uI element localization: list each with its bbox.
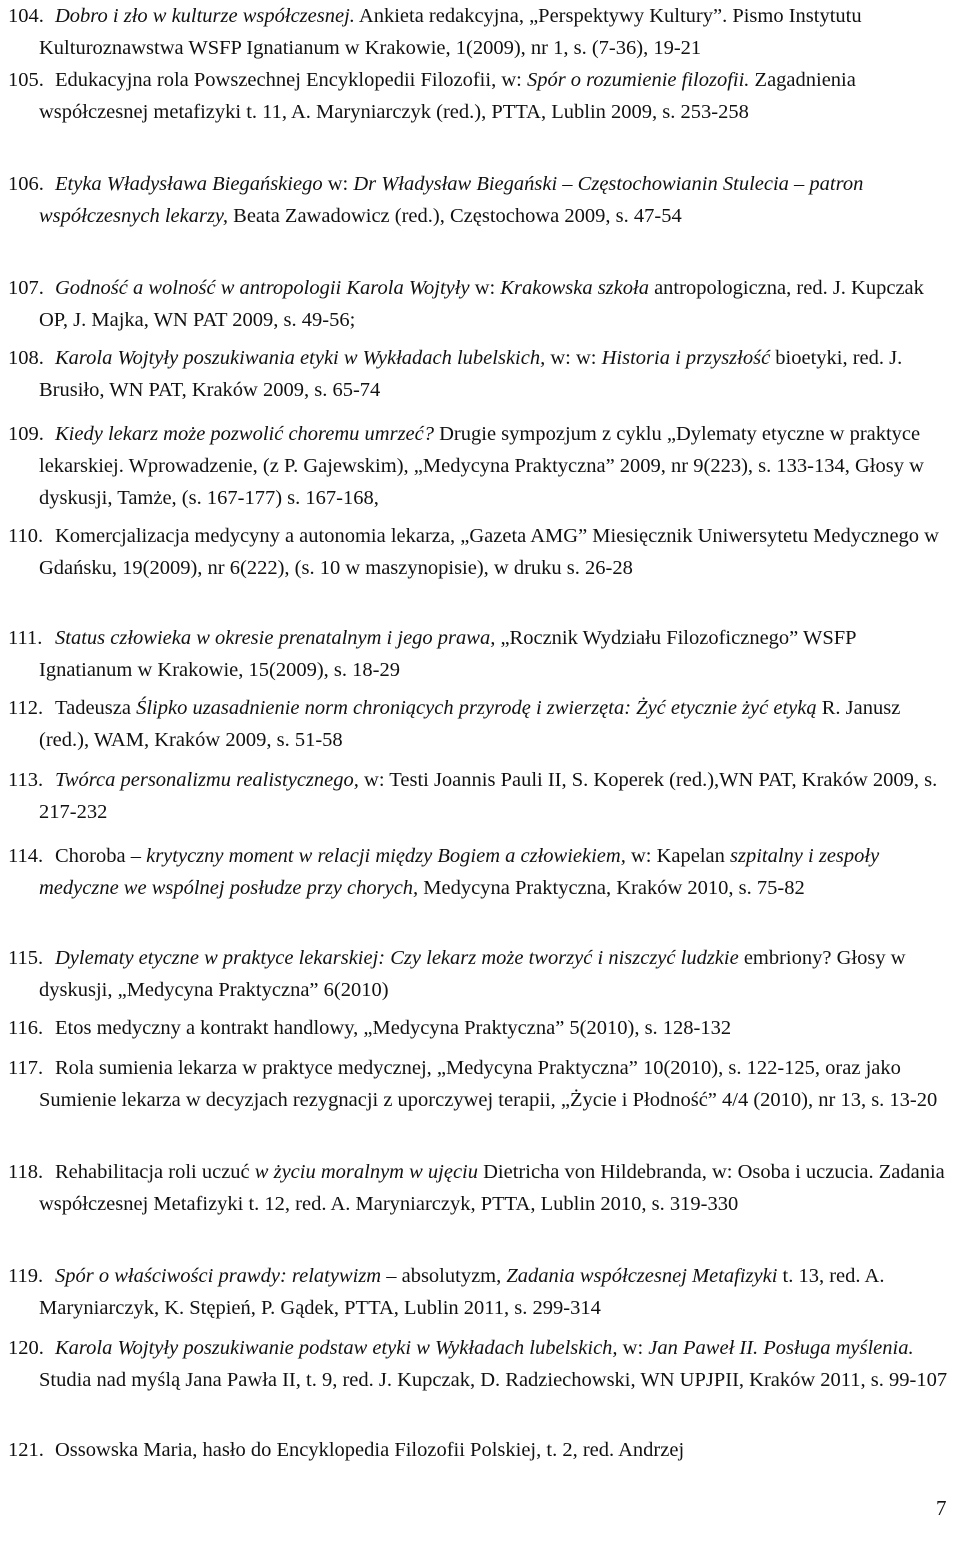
bibliography-entry [0,0,950,64]
bibliography-entry [0,622,950,686]
entry-number: 110. [8,525,44,547]
entry-text [39,840,950,904]
entry-text-part: Studia nad myślą Jana Pawła II, t. 9, red. J. Kupczak, D. Radziechowski, WN UPJPII, Kraków 2011, s. 99-107 [39,1369,948,1391]
entry-number: 106. [8,173,44,195]
bibliography-entry [0,1260,950,1324]
entry-number: 119. [8,1265,44,1287]
entry-title-italic: Dobro i zło w kulturze współczesnej. [55,5,355,27]
bibliography-entry [0,1434,950,1466]
entry-title-italic: Godność a wolność w antropologii Karola Wojtyły [55,277,470,299]
bibliography-entry [0,1332,950,1396]
entry-number: 116. [8,1017,44,1039]
entry-text [39,64,950,128]
bibliography-entry [0,692,950,756]
page-number: 7 [936,1496,947,1520]
entry-title-italic: Karola Wojtyły poszukiwania etyki w Wykładach lubelskich, [55,347,546,369]
entry-title-italic: Status człowieka w okresie prenatalnym i jego prawa, [55,627,496,649]
entry-text-part: w: w: [545,347,602,369]
entry-number: 108. [8,347,44,369]
entry-title-italic: Historia i przyszłość [601,347,771,369]
bibliography-entry [0,272,950,336]
entry-text [39,342,950,406]
entry-text-part: embriony? Głosy w dyskusji, „Medycyna Praktyczna” 6(2010) [39,947,906,1001]
entry-text-part: w: [469,277,501,299]
entry-text-part: Tadeusza [55,697,137,719]
entry-number: 115. [8,947,44,969]
bibliography-entry [0,520,950,584]
entry-number: 111. [8,627,43,649]
bibliography-entry [0,1156,950,1220]
bibliography-entry [0,840,950,904]
entry-text-part: w: [322,173,354,195]
entry-title-italic: Kiedy lekarz może pozwolić choremu umrzeć? [55,423,434,445]
entry-text [39,0,950,64]
entry-number: 109. [8,423,44,445]
entry-text [39,692,950,756]
entry-text [39,1434,950,1466]
entry-text-part: Edukacyjna rola Powszechnej Encyklopedii Filozofii, w: [55,69,527,91]
entry-text-part: Ankieta redakcyjna, „Perspektywy Kultury”. Pismo Instytutu Kulturoznawstwa WSFP Ignatianum w Krakowie, 1(2009), nr 1, s. (7-36), 19-21 [39,5,862,59]
entry-text-part: R. Janusz (red.), WAM, Kraków 2009, s. 51-58 [39,697,901,751]
entry-number: 104. [8,5,44,27]
entry-text-part: – absolutyzm, [381,1265,507,1287]
entry-title-italic: Krakowska szkoła [500,277,649,299]
entry-text-part: Etos medyczny a kontrakt handlowy, „Medycyna Praktyczna” 5(2010), s. 128-132 [55,1017,732,1039]
entry-text-part: Komercjalizacja medycyny a autonomia lekarza, „Gazeta AMG” Miesięcznik Uniwersytetu Medycznego w Gdańsku, 19(2009), nr 6(222), (s. 10 w maszynopisie), w druku s. 26-28 [39,525,939,579]
entry-title-italic: Etyka Władysława Biegańskiego [55,173,323,195]
entry-title-italic: Dylematy etyczne w praktyce lekarskiej: Czy lekarz może tworzyć i niszczyć ludzkie [55,947,739,969]
entry-text-part: w: Kapelan [625,845,730,867]
entry-title-italic: Twórca personalizmu realistycznego, [55,769,359,791]
entry-title-italic: Spór o rozumienie filozofii. [526,69,755,91]
entry-title-italic: Ślipko uzasadnienie norm chroniących przyrodę i zwierzęta: Żyć etycznie żyć etyką [136,697,817,719]
entry-text [39,272,950,336]
entry-text-part: Drugie sympozjum z cyklu „Dylematy etyczne w praktyce lekarskiej. Wprowadzenie, (z P. Gajewskim), „Medycyna Praktyczna” 2009, nr 9(223), s. 133-134, Głosy w dyskusji, Tamże, (s. 167-177) s. 167-168, [39,423,924,509]
entry-text [39,1332,950,1396]
bibliography-entry [0,418,950,514]
entry-text-part: t. 13, red. A. Maryniarczyk, K. Stępień, P. Gądek, PTTA, Lublin 2011, s. 299-314 [39,1265,885,1319]
entry-text [39,1260,950,1324]
entry-text-part: „Rocznik Wydziału Filozoficznego” WSFP Ignatianum w Krakowie, 15(2009), s. 18-29 [39,627,856,681]
entry-text-part: Zagadnienia współczesnej metafizyki t. 11, A. Maryniarczyk (red.), PTTA, Lublin 2009, s. 253-258 [39,69,856,123]
entry-text-part: Rola sumienia lekarza w praktyce medycznej, „Medycyna Praktyczna” 10(2010), s. 122-125, oraz jako Sumienie lekarza w decyzjach rezygnacji z uporczywej terapii, „Życie i Płodność” 4/4 (2010), nr 13, s. 13-20 [39,1057,938,1111]
entry-number: 113. [8,769,44,791]
entry-number: 107. [8,277,44,299]
entry-title-italic: szpitalny i zespoły medyczne we wspólnej posłudze przy chorych, [39,845,880,899]
entry-title-italic: krytyczny moment w relacji między Bogiem a człowiekiem, [146,845,626,867]
entry-text [39,622,950,686]
entry-text-part: Rehabilitacja roli uczuć [55,1161,255,1183]
entry-text [39,942,950,1006]
entry-title-italic: Jan Paweł II. Posługa myślenia. [648,1337,914,1359]
entry-text [39,1052,950,1116]
bibliography-entry [0,942,950,1006]
entry-text-part: bioetyki, red. J. Brusiło, WN PAT, Kraków 2009, s. 65-74 [39,347,903,401]
bibliography-entry [0,168,950,232]
entry-text [39,418,950,514]
entry-text-part: Ossowska Maria, hasło do Encyklopedia Filozofii Polskiej, t. 2, red. Andrzej [55,1439,685,1461]
entry-text-part: Dietricha von Hildebranda, w: Osoba i uczucia. Zadania współczesnej Metafizyki t. 12, red. A. Maryniarczyk, PTTA, Lublin 2010, s. 319-330 [39,1161,945,1215]
bibliography-entry [0,1012,950,1044]
entry-text [39,1156,950,1220]
bibliography-entry [0,64,950,128]
entry-text-part: w: [617,1337,649,1359]
entry-text-part: w: Testi Joannis Pauli II, S. Koperek (red.),WN PAT, Kraków 2009, s. 217-232 [39,769,938,823]
entry-number: 121. [8,1439,44,1461]
entry-text-part: antropologiczna, red. J. Kupczak OP, J. Majka, WN PAT 2009, s. 49-56; [39,277,924,331]
entry-text-part: Medycyna Praktyczna, Kraków 2010, s. 75-82 [418,877,805,899]
entry-number: 117. [8,1057,44,1079]
entry-number: 118. [8,1161,44,1183]
entry-number: 120. [8,1337,44,1359]
entry-title-italic: w życiu moralnym w ujęciu [254,1161,478,1183]
entry-number: 112. [8,697,44,719]
entry-title-italic: Karola Wojtyły poszukiwanie podstaw etyki w Wykładach lubelskich, [55,1337,618,1359]
entry-text [39,168,950,232]
entry-number: 114. [8,845,44,867]
bibliography-entry [0,1052,950,1116]
entry-title-italic: Spór o właściwości prawdy: relatywizm [55,1265,382,1287]
entry-text [39,520,950,584]
entry-title-italic: Dr Władysław Biegański – Częstochowianin Stulecia – patron współczesnych lekarzy, [39,173,864,227]
bibliography-entry [0,764,950,828]
bibliography-entry [0,342,950,406]
entry-text [39,1012,950,1044]
entry-number: 105. [8,69,44,91]
entry-text-part: Choroba – [55,845,147,867]
entry-text-part: Beata Zawadowicz (red.), Częstochowa 2009, s. 47-54 [228,205,682,227]
entry-text [39,764,950,828]
entry-title-italic: Zadania współczesnej Metafizyki [506,1265,778,1287]
